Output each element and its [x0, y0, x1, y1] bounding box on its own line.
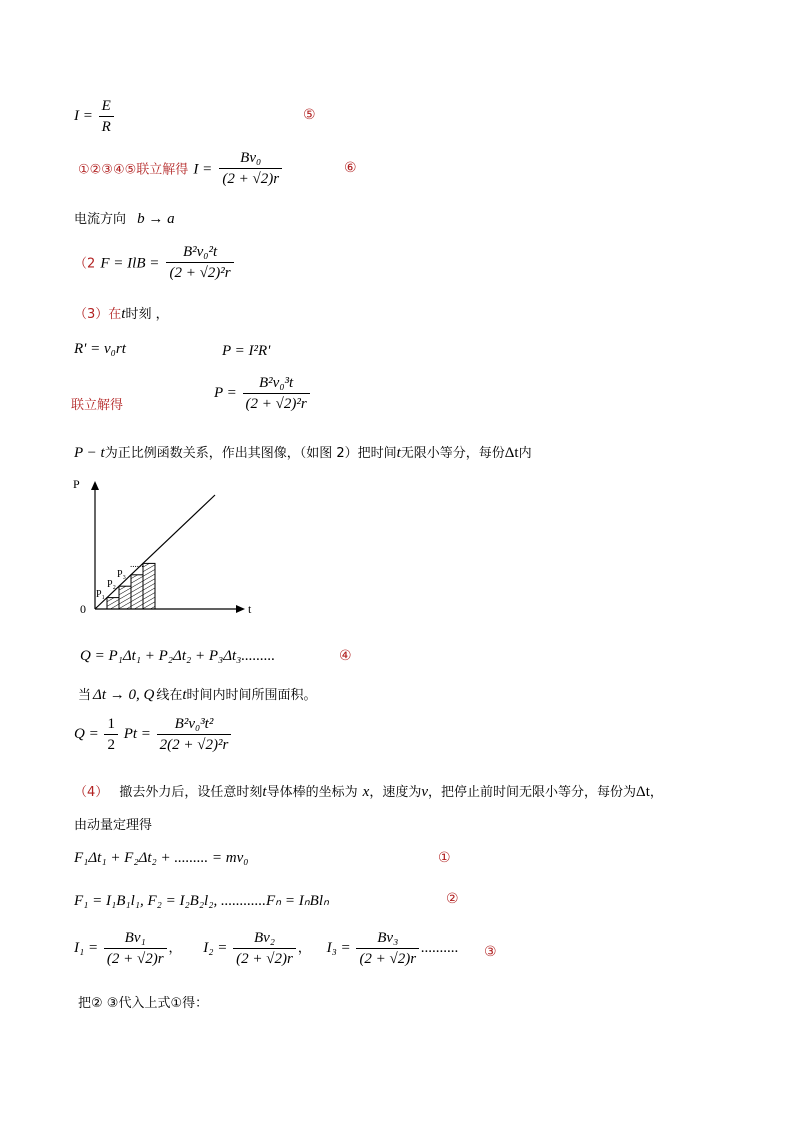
fraction: $\frac{\text{B²v₀³t²}}{\text{2(2 + √2)²r}}$: [157, 716, 232, 754]
limit-statement: 当 Δt → 0, Q 线在t时间内时间所围面积。: [78, 687, 317, 703]
y-axis-arrow-icon: [91, 481, 99, 490]
fraction: $\frac{E}{R}$: [99, 98, 114, 136]
equation-mark: ⑥: [344, 160, 357, 176]
fraction: $\frac{\text{B²v₀³t}}{\text{(2 + √2)²r}}$: [243, 375, 310, 413]
fraction: $\frac{\text{Bv₁}}{(2 + √2)r}$: [104, 930, 167, 968]
fraction: $\frac{\text{Bv₂}}{(2 + √2)r}$: [233, 930, 296, 968]
part-3-heading: （3）在t时刻 ，: [74, 306, 169, 322]
fraction: $\frac{1}{2}$: [104, 716, 118, 754]
y-axis-label: P: [73, 477, 80, 491]
equation-solve-current: ①②③④⑤联立解得 I = $\frac{\text{Bv₀}}{(2 + √2)r}$: [78, 150, 284, 188]
equation-solve-power: P = $\frac{\text{B²v₀³t}}{\text{(2 + √2)²r}}$: [214, 375, 312, 413]
solve-label: 联立解得: [71, 398, 124, 413]
strip-dots: ......: [130, 559, 144, 569]
equation-power: P = I²R': [222, 343, 271, 359]
fraction: $\frac{\text{B²v₀²t}}{\text{(2 + √2)²r}}$: [166, 244, 233, 282]
current-direction: 电流方向 b → a: [74, 211, 175, 227]
substitution-line: 把② ③代入上式①得：: [78, 996, 209, 1011]
equation-mark: ①: [438, 850, 451, 866]
hatched-strip: [131, 575, 143, 609]
equation-mark: ④: [339, 648, 352, 664]
power-time-graph: [70, 475, 270, 625]
momentum-theorem-line: 由动量定理得: [74, 818, 153, 833]
part-2-equation: （2 F = IlB = $\frac{\text{B²v₀²t}}{\text{(2 + √2)²r}}$: [74, 244, 236, 282]
hatched-strip: [107, 598, 119, 609]
fraction: $\frac{\text{Bv₃}}{(2 + √2)r}$: [356, 930, 419, 968]
equation-mark: ③: [484, 944, 497, 960]
x-axis-arrow-icon: [236, 605, 245, 613]
equation-currents: I₁ = $\frac{\text{Bv₁}}{(2 + √2)r}$ ， I₂ = $\frac{\text{Bv₂}}{(2 + √2)r}$ ， I₃ = $\frac{\text{Bv₃}}{(2 + √2)r}$ ..........: [74, 930, 459, 967]
strip-label: P₁: [96, 589, 106, 600]
equation-mark: ⑤: [303, 107, 316, 123]
x-axis-label: t: [248, 602, 252, 616]
equation-heat: Q = $\frac{1}{2}$ Pt = $\frac{\text{B²v₀³t²}}{\text{2(2 + √2)²r}}$: [74, 716, 233, 754]
equation-momentum: F₁Δt₁ + F₂Δt₂ + ......... = mv₀: [74, 850, 249, 866]
equation-mark: ②: [446, 891, 459, 907]
fraction: $\frac{\text{Bv₀}}{(2 + √2)r}$: [219, 150, 282, 188]
part-4-paragraph: （4） 撤去外力后，设任意时刻t导体棒的坐标为 x，速度为v，把停止前时间无限小等分，每份为Δt，: [74, 784, 663, 800]
equation-heat-sum: Q = P₁Δt₁ + P₂Δt₂ + P₃Δt₃.........: [80, 648, 276, 664]
equation-resistance: R' = v₀rt: [74, 341, 126, 357]
strip-label: P₃: [117, 569, 127, 580]
origin-label: 0: [80, 602, 86, 616]
equation-ohm: I = $\frac{E}{R}$: [74, 98, 116, 136]
equation-forces: F₁ = I₁B₁l₁, F₂ = I₂B₂l₂, ............Fₙ = IₙBlₙ: [74, 893, 329, 909]
strip-label: P₂: [107, 579, 117, 590]
hatched-strip: [143, 563, 155, 609]
explanation-line: P − t为正比例函数关系，作出其图像，（如图 2）把时间t无限小等分，每份Δt内: [74, 445, 532, 461]
hatched-strip: [119, 586, 131, 609]
